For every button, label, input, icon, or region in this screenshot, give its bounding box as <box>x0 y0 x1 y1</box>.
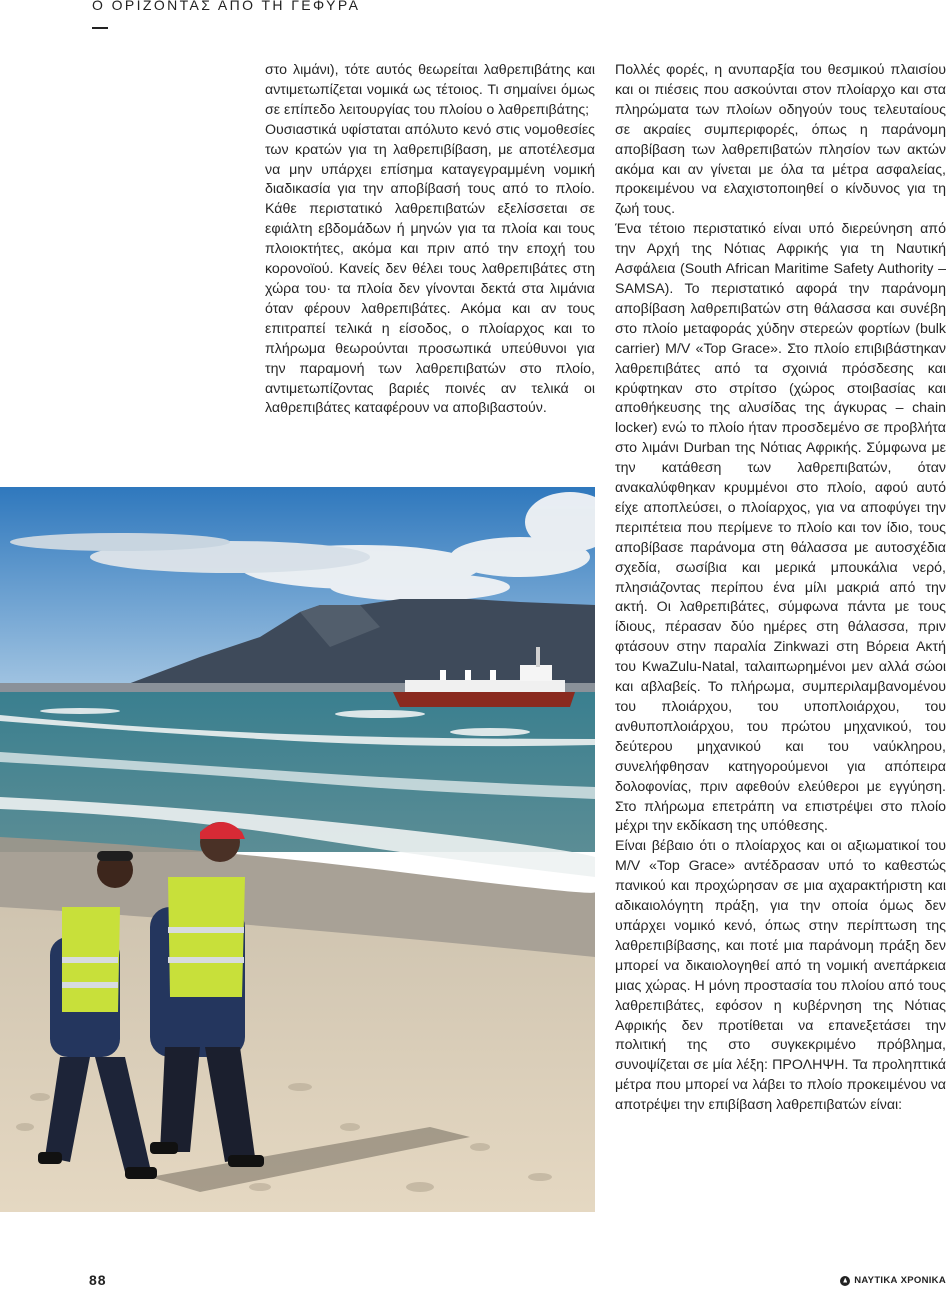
article-column-2 <box>615 61 946 1116</box>
paragraph: στο λιμάνι), τότε αυτός θεωρείται λαθρεπιβάτης και αντιμετωπίζεται νομικά ως τέτοιος. Τι σημαίνει όμως σε επίπεδο λειτουργίας του πλοίου ο λαθρεπιβάτης; <box>265 62 595 118</box>
page-number: 88 <box>89 1272 107 1288</box>
beach-ship-photo <box>0 487 595 1212</box>
publication-brand <box>840 1275 946 1286</box>
paragraph: Πολλές φορές, η ανυπαρξία του θεσμικού πλαισίου και οι πιέσεις που ασκούνται στον πλοίαρχο και στα πληρώματα των πλοίων οδηγούν τους τελευταίους σε ακραίες συμπεριφορές, όπως η παράνομη αποβίβαση των λαθρεπιβατών πλησίον των ακτών ακόμα και αν γίνεται με όλα τα μέτρα ασφαλείας, προκειμένου να ελαχιστοποιηθεί ο κίνδυνος για τη ζωή τους. <box>615 62 946 218</box>
paragraph: Είναι βέβαιο ότι ο πλοίαρχος και οι αξιωματικοί του M/V «Top Grace» αντέδρασαν υπό το καθεστώς πανικού και προχώρησαν σε μια αχαρακτήριστη και αδικαιολόγητη πράξη, για την οποία όμως δεν υπάρχει νομικό κενό, όπως στην περίπτωση της λαθρεπιβίβασης, και ποτέ μια παράνομη πράξη δεν μπορεί να δικαιολογηθεί από τη νομική ανεπάρκεια μιας χώρας. Η μόνη προστασία του πλοίου από τους λαθρεπιβάτες, εφόσον η κυβέρνηση της Νότιας Αφρικής δεν προτίθεται να επανεξετάσει την πολιτική της στο συγκεκριμένο πρόβλημα, συνοψίζεται σε μία λέξη: ΠΡΟΛΗΨΗ. Τα προληπτικά μέτρα που μπορεί να λάβει το πλοίο προκειμένου να αποτρέψει την επιβίβαση λαθρεπιβατών είναι: <box>615 838 946 1114</box>
paragraph: Ουσιαστικά υφίσταται απόλυτο κενό στις νομοθεσίες των κρατών για τη λαθρεπιβίβαση, με αποτέλεσμα να μην υπάρχει επίσημα καταγεγραμμένη νομική διαδικασία για την αποβίβασή τους από το πλοίο. Κάθε περιστατικό λαθρεπιβατών εξελίσσεται σε εφιάλτη εβδομάδων ή μηνών για τα πλοία και τους πλοιοκτήτες, ακόμα και πριν από την εποχή του κορονοϊού. Κανείς δεν θέλει τους λαθρεπιβάτες στη χώρα του· τα πλοία δεν γίνονται δεκτά στα λιμάνια όταν φέρουν λαθρεπιβάτες. Ακόμα και αν τους επιτραπεί τελικά η είσοδος, ο πλοίαρχος και το πλήρωμα θεωρούνται προσωπικά υπεύθυνοι για την παραμονή των λαθρεπιβατών στο πλοίο, αντιμετωπίζοντας βαριές ποινές αν τελικά οι λαθρεπιβάτες καταφέρουν να αποβιβαστούν. <box>265 121 595 417</box>
header-rule <box>92 27 108 29</box>
publication-logo-icon <box>840 1276 850 1286</box>
section-title: Ο ΟΡΙΖΟΝΤΑΣ ΑΠΟ ΤΗ ΓΕΦΥΡΑ <box>92 0 361 13</box>
paragraph: Ένα τέτοιο περιστατικό είναι υπό διερεύνηση από την Αρχή της Νότιας Αφρικής για τη Ναυτική Ασφάλεια (South African Maritime Safety Authority – SAMSA). Το περιστατικό αφορά την παράνομη αποβίβαση λαθρεπιβατών στη θάλασσα και συνέβη στο πλοίο μεταφοράς χύδην στερεών φορτίων (bulk carrier) M/V «Top Grace». Στο πλοίο επιβιβάστηκαν λαθρεπιβάτες από τα σχοινιά πρόσδεσης και κρύφτηκαν στο στρίτσο (χώρος στοιβασίας και αποθήκευσης της αλυσίδας της άγκυρας – chain locker) ενώ το πλοίο ήταν προσδεμένο σε προβλήτα στο λιμάνι Durban της Νότιας Αφρικής. Σύμφωνα με την κατάθεση των λαθρεπιβατών, όταν ανακαλύφθηκαν κρυμμένοι στο πλοίο, αφού αυτό είχε αποπλεύσει, ο πλοίαρχος, για να αποφύγει την περιπέτεια που περίμενε το πλοίο και τον ίδιο, τους αποβίβασε παράνομα στη θάλασσα με αυτοσχέδια σχεδία, σωσίβια και μερικά μπουκάλια νερό, πλησιάζοντας περίπου ένα μίλι μακριά από την ακτή. Οι λαθρεπιβάτες, σύμφωνα πάντα με τους ίδιους, πέρασαν δύο ημέρες στη θάλασσα, πριν φτάσουν στην παραλία Zinkwazi στη Βόρεια Ακτή του KwaZulu-Natal, ταλαιπωρημένοι μεν αλλά σώοι και αβλαβείς. Το πλήρωμα, συμπεριλαμβανομένου του πλοιάρχου, του υποπλοιάρχου, του ανθυποπλοιάρχου, του πρώτου μηχανικού, του δεύτερου μηχανικού και του ναύκληρου, συνελήφθησαν κατηγορούμενοι για απόπειρα δολοφονίας, πριν αφεθούν ελεύθεροι με εγγύηση. Στο πλήρωμα επετράπη να επιστρέψει στο πλοίο μέχρι την εκδίκαση της υπόθεσης. <box>615 221 946 835</box>
publication-name: ΝΑΥΤΙΚΑ ΧΡΟΝΙΚΑ <box>854 1275 946 1286</box>
article-column-1 <box>265 61 595 419</box>
